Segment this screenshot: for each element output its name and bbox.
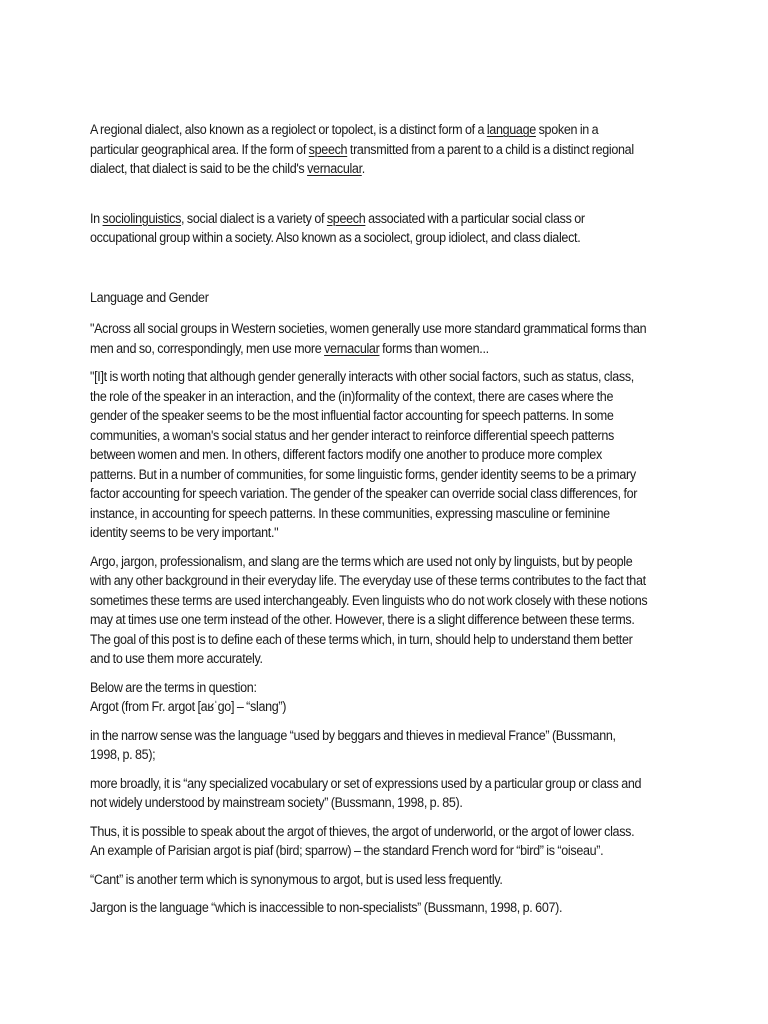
paragraph-quote-western <box>90 319 648 358</box>
paragraph-terms-intro <box>90 678 648 717</box>
section-heading: Language and Gender <box>90 289 209 305</box>
text: A regional dialect, also known as a regiolect or topolect, is a distinct form of a <box>90 122 487 137</box>
text: spoken in a particular geographical area. If the form of <box>90 122 599 157</box>
text: In <box>90 210 103 226</box>
text: associated with a particular social class or occupational group within a society. Also known as a sociolect, group idiolect, and class dialect. <box>90 210 585 245</box>
text: transmitted from a parent to a child is a distinct regional dialect, that dialect is said to be the child's <box>90 141 634 176</box>
paragraph-argot-narrow: in the narrow sense was the language “used by beggars and thieves in medieval France” (Bussmann, 1998, p. 85); <box>90 727 616 762</box>
text: , social dialect is a variety of <box>181 210 327 226</box>
document-body <box>90 120 648 918</box>
link-speech[interactable]: speech <box>326 210 366 226</box>
paragraph-social-dialect <box>90 209 648 248</box>
text: Argot (from Fr. argot [aʁˈgo] – “slang”) <box>90 699 287 714</box>
paragraph-jargon: Jargon is the language “which is inaccessible to non-specialists” (Bussmann, 1998, p. 607). <box>90 900 563 915</box>
paragraph-regional-dialect <box>90 120 648 179</box>
text: forms than women... <box>379 340 489 356</box>
link-vernacular[interactable]: vernacular <box>307 161 362 176</box>
paragraph-argot-examples: Thus, it is possible to speak about the argot of thieves, the argot of underworld, or the argot of lower class. An example of Parisian argot is piaf (bird; sparrow) – the standard French word for “bird” is “oiseau”. <box>90 823 635 858</box>
text: . <box>361 161 365 176</box>
link-language[interactable]: language <box>486 122 536 137</box>
paragraph-argo-jargon: Argo, jargon, professionalism, and slang are the terms which are used not only by linguists, but by people with any other background in their everyday life. The everyday use of these terms contributes to the fact that sometimes these terms are used interchangeably. Even linguists who do not work closely with these notions may at times use one term instead of the other. However, there is a slight difference between these terms. The goal of this post is to define each of these terms which, in turn, should help to understand them better and to use them more accurately. <box>90 553 648 666</box>
link-speech[interactable]: speech <box>308 141 348 157</box>
text: Below are the terms in question: <box>90 679 257 695</box>
paragraph-argot-broad: more broadly, it is “any specialized vocabulary or set of expressions used by a particular group or class and not widely understood by mainstream society” (Bussmann, 1998, p. 85). <box>90 775 642 810</box>
paragraph-cant: “Cant” is another term which is synonymous to argot, but is used less frequently. <box>90 871 503 887</box>
link-vernacular[interactable]: vernacular <box>324 340 380 356</box>
link-sociolinguistics[interactable]: sociolinguistics <box>102 210 182 226</box>
paragraph-quote-gender: "[I]t is worth noting that although gender generally interacts with other social factors, such as status, class, the role of the speaker in an interaction, and the (in)formality of the context, there are cases where the gender of the speaker seems to be the most influential factor accounting for speech patterns. In some communities, a woman's social status and her gender interact to reinforce differential speech patterns between women and men. In others, different factors modify one another to produce more complex patterns. But in a number of communities, for some linguistic forms, gender identity seems to be a primary factor accounting for speech variation. The gender of the speaker can override social class differences, for instance, in accounting for speech patterns. In these communities, expressing masculine or feminine identity seems to be very important." <box>90 369 638 540</box>
text: "Across all social groups in Western societies, women generally use more standard grammatical forms than men and so, correspondingly, men use more <box>90 321 647 356</box>
